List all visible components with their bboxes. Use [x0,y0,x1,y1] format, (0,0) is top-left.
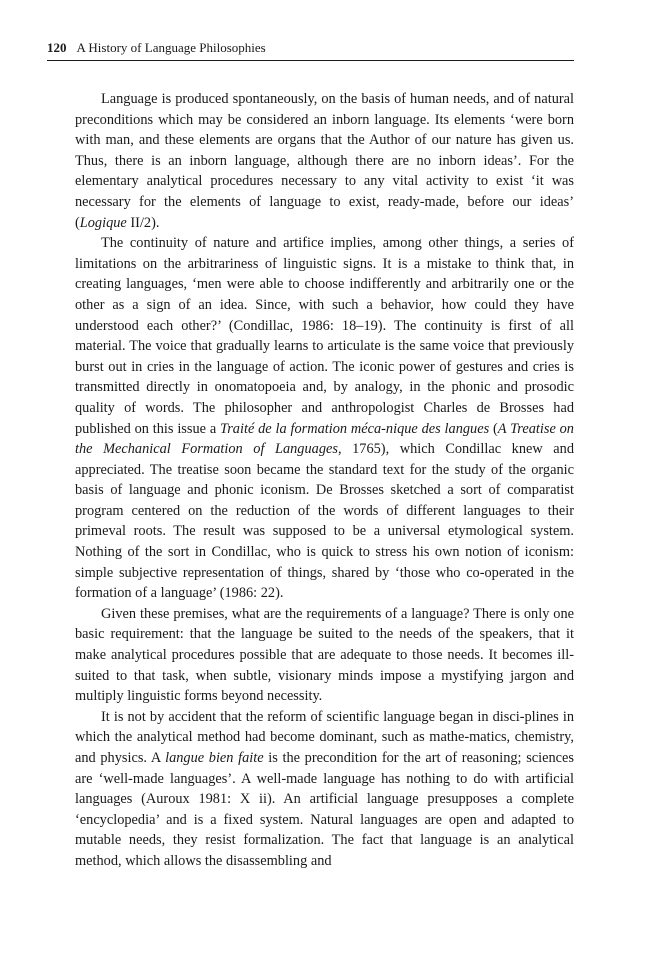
text-run: It is not by accident that the reform of scientific language began in disci-plines in which the analytical method had become dominant, such as mathe-matics, chemistry, and physics. A [75,708,574,766]
text-run: Language is produced spontaneously, on the basis of human needs, and of natural preconditions which may be considered an inborn language. Its elements ‘were born with man, and these elements are organs that the Author of our nature has given us. Thus, there is an inborn language, although there are no inborn ideas’. For the elementary analytical procedures necessary to any vital activity to exist ‘it was necessary for the elements of language to exist, ready-made, before our ideas’ ( [75,91,574,231]
italic-text-run: Logique [79,214,127,231]
italic-text-run: langue bien faite [165,750,264,766]
paragraph [75,233,574,604]
italic-text-run: Traité de la formation méca-nique des langues [220,420,490,437]
running-title: A History of Language Philosophies [76,40,266,55]
paragraph [75,604,574,707]
page-number: 120 [47,40,67,55]
text-run: The continuity of nature and artifice implies, among other things, a series of limitations on the arbitrariness of linguistic signs. It is a mistake to think that, in creating languages, ‘men were able to choose indifferently and arbitrarily one or the other as a sign of an idea. Since, with such a behavior, how could they have understood each other?’ (Condillac, 1986: 18–19). The continuity is first of all material. The voice that gradually learns to articulate is the same voice that previously burst out in cries in the language of action. The iconic power of gestures and cries is transmitted directly in onomatopoeia and, by analogy, in the phonic and prosodic quality of words. The philosopher and anthropologist Charles de Brosses had published on this issue a [75,235,574,437]
text-run: , 1765), which Condillac knew and appreciated. The treatise soon became the standard text for the study of the organic basis of language and phonic iconism. De Brosses sketched a sort of comparatist program centered on the reduction of the words of different languages to their primeval roots. The result was supposed to be a universal etymological system. Nothing of the sort in Condillac, who is quick to stress his own notion of iconism: simple subjective representation of things, shared by ‘those who co-operated in the formation of a language’ (1986: 22). [75,441,574,602]
text-run: is the precondition for the art of reasoning; sciences are ‘well-made languages’. A well-made language has nothing to do with artificial languages (Auroux 1981: X ii). An artificial language presupposes a complete ‘encyclopedia’ and is a fixed system. Natural languages are open and adapted to mutable needs, they resist formalization. The fact that language is an analytical method, which allows the disassembling and [75,750,574,869]
paragraph [75,707,574,872]
paragraph [75,89,574,233]
text-run: Given these premises, what are the requirements of a language? There is only one basic requirement: that the language be suited to the needs of the speakers, that it make analytical procedures possible that are adequate to those needs. It becomes ill-suited to that task, when subtle, visionary minds impose a mystifying jargon and multiply linguistic forms beyond necessity. [75,605,574,705]
text-run: II/2). [126,214,160,231]
body-text [75,89,574,872]
running-head [47,38,574,61]
text-run: ( [489,420,498,437]
italic-text-run: A Treatise on the Mechanical Formation of Languages [75,420,574,458]
